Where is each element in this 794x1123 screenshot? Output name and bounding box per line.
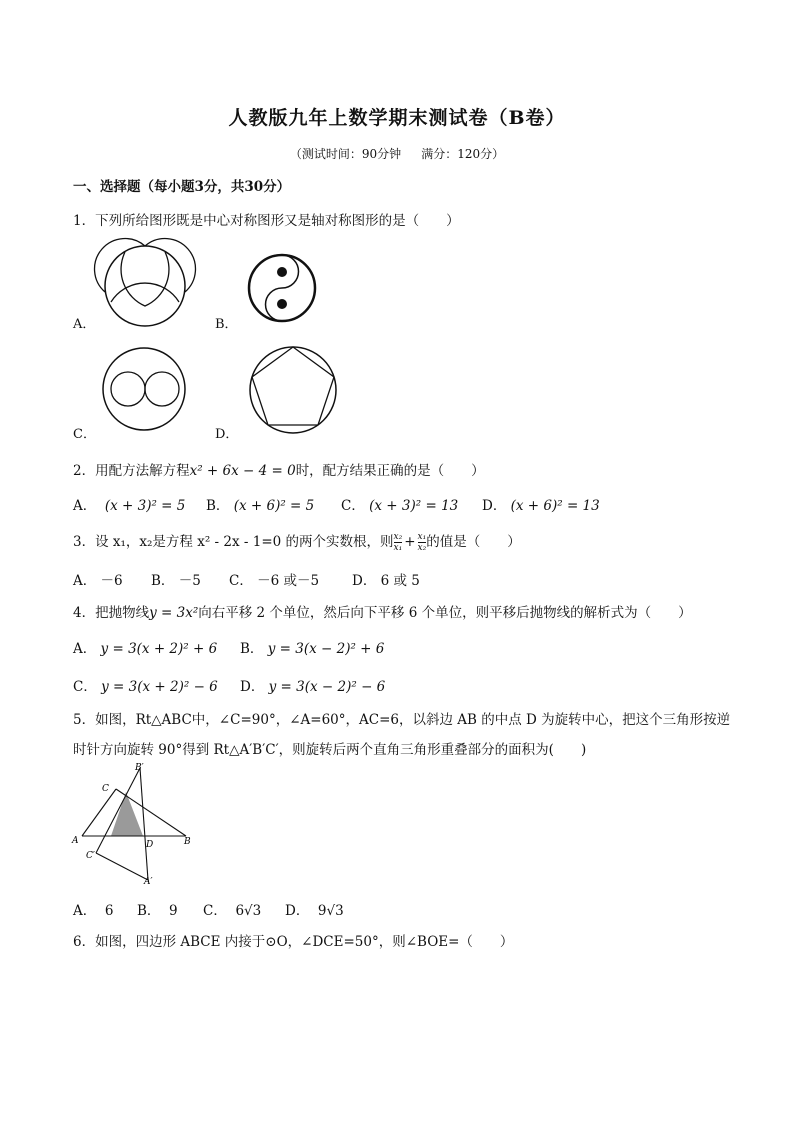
q1-option-b-label: B． [215, 317, 238, 332]
q3-fraction-1: $\frac{\text{x₂}}{\text{x₁}}$ [393, 532, 403, 553]
section-heading: 一、选择题（每小题3分，共30分） [73, 179, 291, 195]
three-arc-circle-icon [103, 244, 187, 328]
page-title: 人教版九年上数学期末测试卷（B卷） [228, 107, 566, 129]
q3-fraction-2: $\frac{\text{x₁}}{\text{x₂}}$ [417, 532, 427, 553]
test-info [0, 145, 794, 162]
q2-option-a: A． (x + 3)² = 5 [73, 498, 186, 514]
q3-option-d: D． 6 或 5 [352, 573, 420, 589]
label-A: A [72, 836, 79, 846]
label-B-prime: B′ [135, 763, 144, 773]
question-5-line-1: 5．如图，Rt△ABC中，∠C=90°，∠A=60°，AC=6，以斜边 AB 的中点 D 为旋转中心，把这个三角形按逆 [73, 712, 731, 728]
label-A-prime: A′ [144, 877, 153, 887]
q2-stem-post: 时，配方结果正确的是（ ） [295, 463, 485, 479]
label-C: C [102, 784, 109, 794]
q5-option-b: B． 9 [137, 903, 178, 919]
q2-option-d: D． (x + 6)² = 13 [482, 498, 600, 514]
q2-option-b: B． (x + 6)² = 5 [206, 498, 315, 514]
question-3-stem [73, 530, 521, 553]
q4-equation: y = 3x² [149, 605, 199, 621]
q1-option-c-label: C． [73, 427, 96, 442]
pentagon-in-circle-icon [248, 345, 338, 435]
q3-option-a: A． －6 [73, 573, 123, 589]
q1-option-d-label: D． [215, 427, 239, 442]
test-time: （测试时间：90分钟 [289, 147, 402, 161]
q3-option-b: B． －5 [151, 573, 201, 589]
q3-stem-post: 的值是（ ） [426, 534, 521, 550]
question-5-line-2: 时针方向旋转 90°得到 Rt△A′B′C′，则旋转后两个直角三角形重叠部分的面积为( ) [73, 742, 587, 758]
q3-plus: + [404, 534, 416, 550]
label-B: B [184, 837, 191, 847]
q2-stem-pre: 2．用配方法解方程 [73, 463, 190, 479]
q5-option-c: C． 6√3 [203, 903, 262, 919]
question-1-stem: 1．下列所给图形既是中心对称图形又是轴对称图形的是（ ） [73, 213, 460, 229]
q2-equation: x² + 6x − 4 = 0 [189, 463, 296, 479]
rotated-triangles-figure [70, 760, 200, 890]
q3-option-c: C． －6 或－5 [229, 573, 320, 589]
full-score: 满分：120分） [421, 147, 505, 161]
q5-option-d: D． 9√3 [285, 903, 344, 919]
q2-option-c: C． (x + 3)² = 13 [341, 498, 459, 514]
q5-option-a: A． 6 [73, 903, 114, 919]
question-2-stem [73, 459, 485, 479]
yin-yang-icon [247, 253, 317, 323]
two-circles-in-circle-icon [101, 346, 187, 432]
q3-stem-pre: 3．设 x₁，x₂是方程 x² - 2x - 1=0 的两个实数根，则 [73, 534, 394, 550]
q4-option-c: C． y = 3(x + 2)² − 6 [73, 679, 218, 695]
q4-option-d: D． y = 3(x − 2)² − 6 [240, 679, 386, 695]
q4-option-a: A． y = 3(x + 2)² + 6 [73, 641, 218, 657]
q4-option-b: B． y = 3(x − 2)² + 6 [240, 641, 385, 657]
q1-option-a-label: A． [73, 317, 96, 332]
label-C-prime: C′ [86, 851, 95, 861]
question-4-stem: 4．把抛物线y = 3x²向右平移 2 个单位，然后向下平移 6 个单位，则平移后抛物线的解析式为（ ） [73, 605, 692, 621]
question-6-stem: 6．如图，四边形 ABCE 内接于⊙O，∠DCE=50°，则∠BOE=（ ） [73, 934, 514, 950]
label-D: D [146, 840, 154, 850]
